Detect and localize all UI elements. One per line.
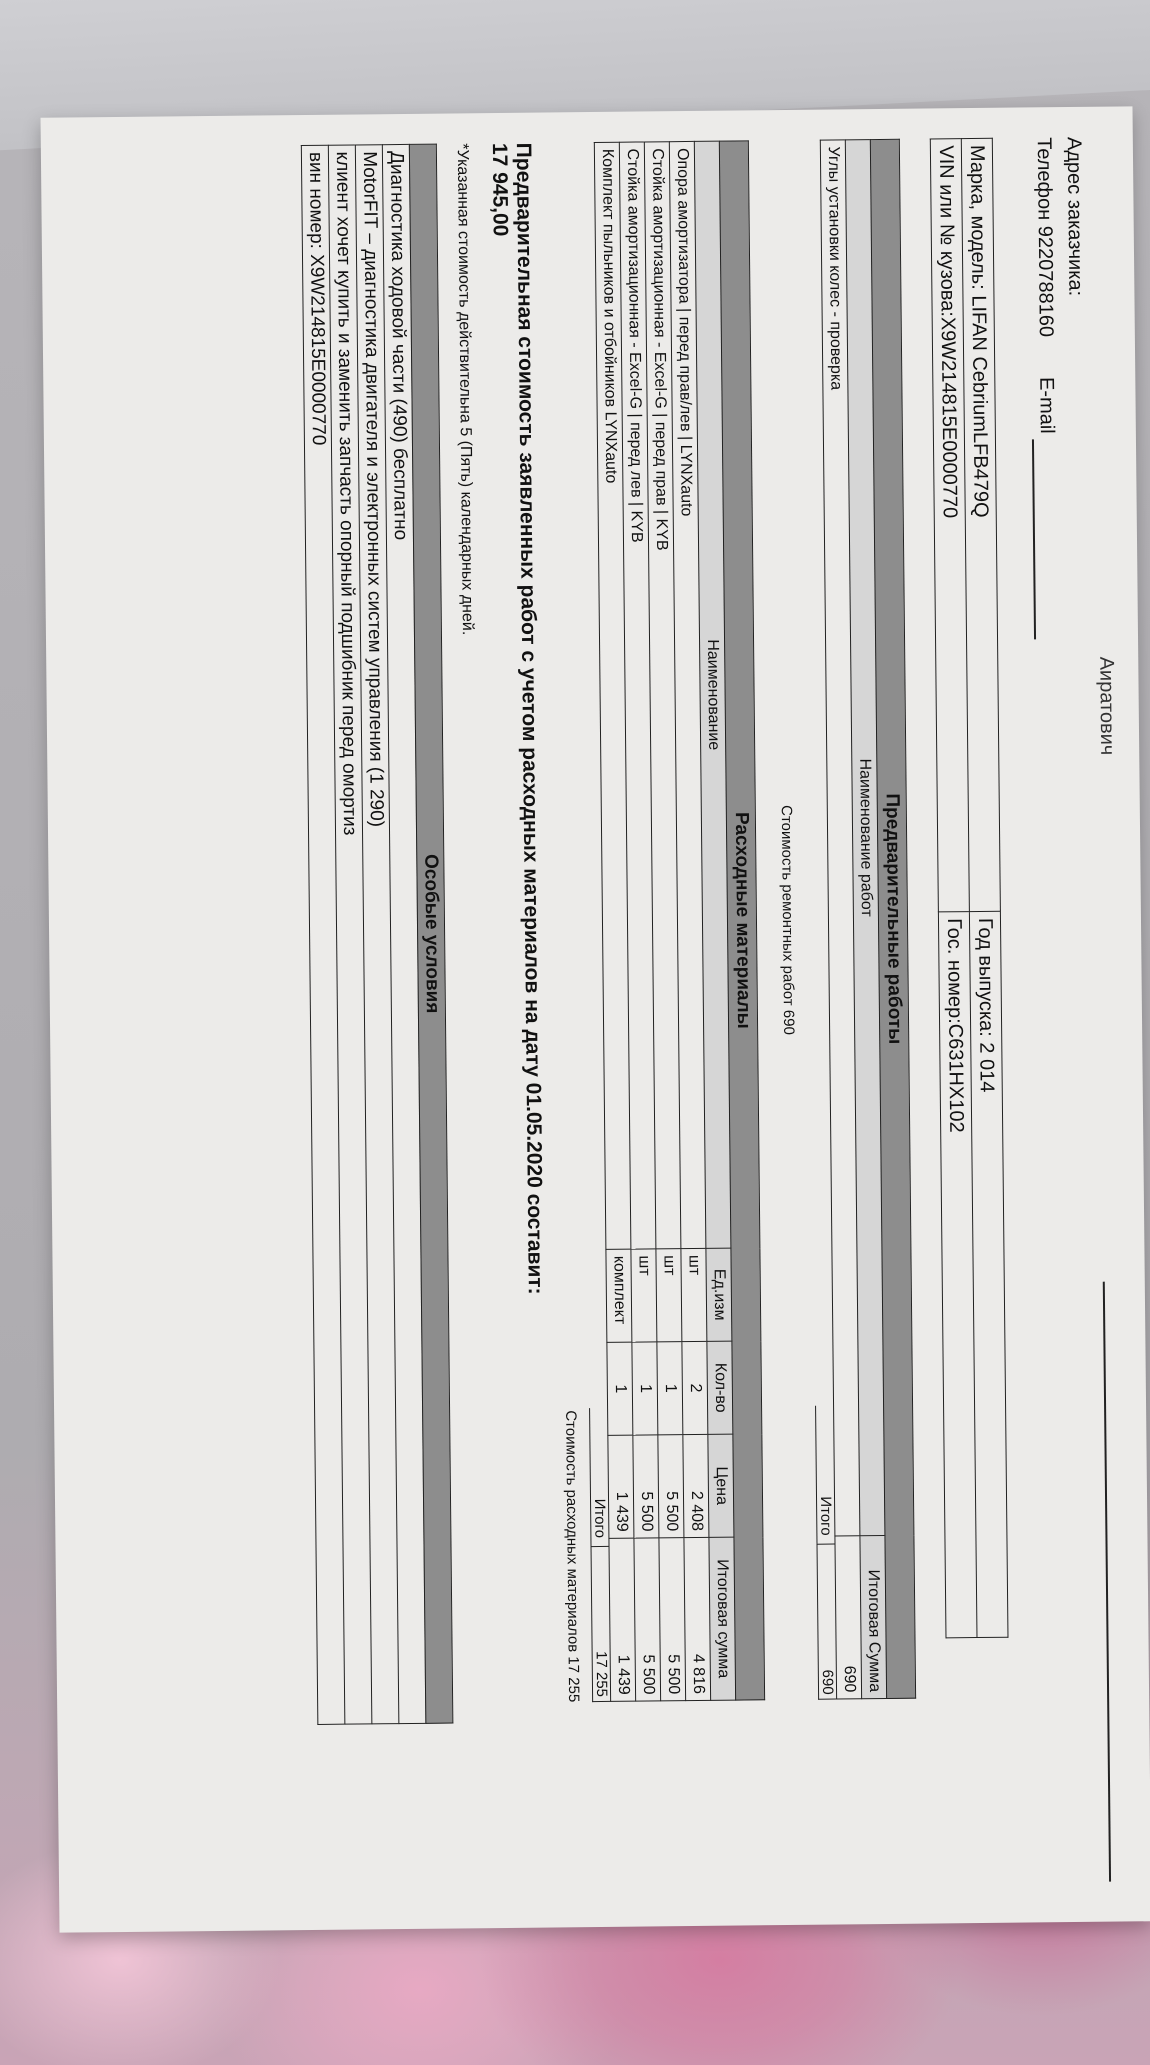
material-name: Опора амортизатора | перед прав/лев | LYNXauto <box>669 141 706 1248</box>
car-brand-model: Марка, модель: LIFAN CebriumLFB479Q <box>961 138 1000 911</box>
email-field <box>1031 377 1064 640</box>
material-sum: 5 500 <box>634 1538 661 1701</box>
materials-col-unit: Ед.изм <box>706 1248 732 1341</box>
car-year: Год выпуска: 2 014 <box>969 911 1008 1637</box>
email-label: E-mail <box>1035 376 1058 434</box>
works-col-sum: Итоговая Сумма <box>860 1536 887 1699</box>
materials-section-title: Расходные материалы <box>719 141 764 1700</box>
customer-name-text: Аиратович <box>1095 656 1119 756</box>
material-price: 5 500 <box>633 1435 659 1538</box>
email-blank-line <box>1032 440 1058 640</box>
works-total-value: 690 <box>817 1544 837 1700</box>
materials-cost-note: Стоимость расходных материалов 17 255 <box>562 1410 583 1703</box>
works-cost-note: Стоимость ремонтных работ 690 <box>777 804 798 1035</box>
car-vin: VIN или № кузова:X9W214815E0000770 <box>930 139 969 912</box>
work-sum: 690 <box>835 1536 862 1699</box>
car-info-table <box>930 138 1009 1639</box>
document-content <box>41 106 1150 1932</box>
material-unit: комплект <box>606 1249 632 1342</box>
phone-value: 9220788160 <box>1033 225 1057 338</box>
material-qty: 1 <box>632 1342 658 1435</box>
car-plate: Гос. номер:С631НХ102 <box>938 912 977 1638</box>
material-qty: 1 <box>657 1342 683 1435</box>
materials-total-value: 17 255 <box>591 1546 611 1702</box>
phone-label: Телефон <box>1032 137 1056 221</box>
address-label: Адрес заказчика: <box>1062 136 1087 297</box>
special-line: клиент хочет купить и заменить запчасть опорный подшибник перед омортиз <box>328 145 372 1724</box>
material-qty: 2 <box>682 1341 708 1434</box>
special-line: вин номер: X9W214815E0000770 <box>301 145 345 1724</box>
material-name: Комплект пыльников и отбойников LYNXauto <box>594 142 631 1249</box>
works-col-name: Наименование работ <box>845 140 885 1536</box>
validity-note: *Указанная стоимость действительна 5 (Пять) календарных дней. <box>453 143 476 636</box>
material-sum: 4 816 <box>684 1537 711 1700</box>
summary-text: Предварительная стоимость заявленных работ с учетом расходных материалов на дату 01.05.2020 составит: <box>511 142 547 1295</box>
materials-table <box>594 140 765 1702</box>
material-name: Стойка амортизационная - Excel-G | перед прав | KYB <box>644 142 681 1249</box>
works-total-label: Итого <box>815 1406 834 1544</box>
material-qty: 1 <box>607 1342 633 1435</box>
phone-field <box>1029 137 1061 337</box>
material-unit: шт <box>631 1249 657 1342</box>
material-unit: шт <box>681 1248 707 1341</box>
materials-col-name: Наименование <box>694 141 731 1248</box>
works-section-title: Предварительные работы <box>870 139 915 1698</box>
document-sheet <box>41 106 1150 1932</box>
material-sum: 5 500 <box>659 1538 686 1701</box>
material-price: 2 408 <box>683 1434 709 1537</box>
summary-amount: 17 945,00 <box>487 142 512 237</box>
materials-col-price: Цена <box>708 1434 734 1537</box>
materials-total-label: Итого <box>589 1408 608 1546</box>
materials-col-qty: Кол-во <box>707 1341 733 1434</box>
material-price: 5 500 <box>658 1435 684 1538</box>
material-price: 1 439 <box>608 1435 634 1538</box>
special-line: Диагностика ходовой части (490) бесплатно <box>382 144 426 1723</box>
material-name: Стойка амортизационная - Excel-G | перед лев | KYB <box>619 142 656 1249</box>
special-line: MotorFIT – диагностика двигателя и электронных систем управления (1 290) <box>355 145 399 1724</box>
special-conditions-table <box>301 144 454 1725</box>
material-unit: шт <box>656 1249 682 1342</box>
special-section-title: Особые условия <box>409 144 453 1723</box>
works-table <box>820 139 916 1700</box>
work-name: Углы установки колес - проверка <box>820 140 860 1536</box>
materials-col-sum: Итоговая сумма <box>709 1537 736 1700</box>
material-sum: 1 439 <box>609 1538 636 1701</box>
